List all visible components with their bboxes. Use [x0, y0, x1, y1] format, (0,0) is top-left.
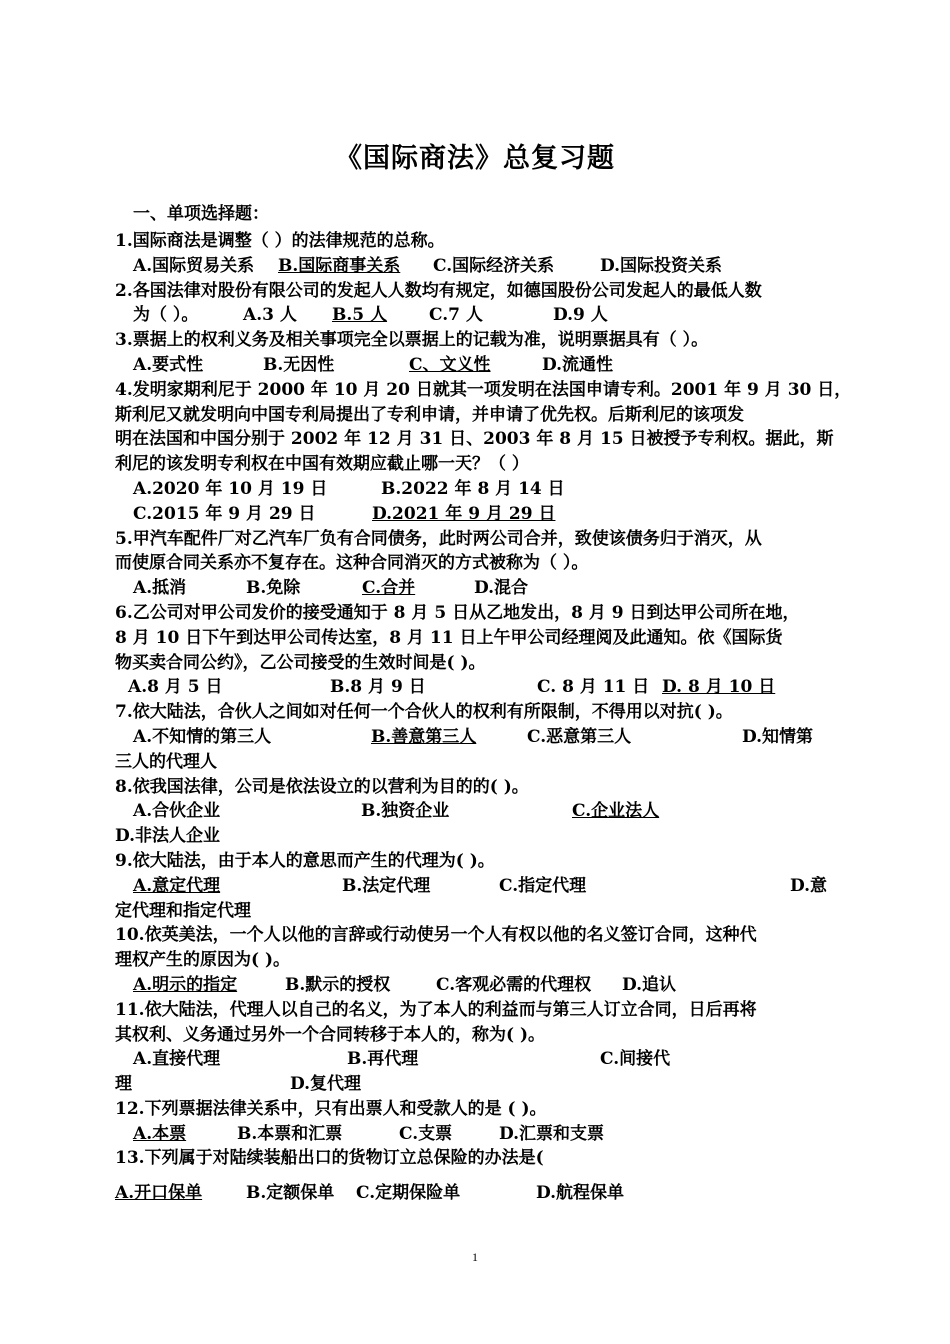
page-title: 《国际商法》总复习题 — [335, 143, 615, 174]
answer-option: A.国际贸易关系 — [133, 255, 255, 276]
question-text-line: 三人的代理人 — [115, 751, 217, 772]
options-line — [115, 1072, 845, 1097]
answer-option-underlined: A.意定代理 — [133, 875, 221, 896]
answer-option: C. 8 月 11 日 — [537, 677, 650, 698]
answer-option: C.支票 — [399, 1123, 453, 1144]
answer-option: D.流通性 — [542, 354, 614, 375]
answer-option: C.客观必需的代理权 — [436, 974, 592, 995]
answer-option: D.汇票和支票 — [499, 1123, 605, 1144]
answer-option: 理 — [115, 1074, 132, 1095]
question-text-line: 斯利尼又就发明向中国专利局提出了专利申请，并申请了优先权。后斯利尼的该项发 — [115, 404, 744, 425]
question-text-line: 其权利、义务通过另外一个合同转移于本人的，称为( )。 — [115, 1024, 546, 1045]
answer-option: B.默示的授权 — [285, 974, 391, 995]
options-line — [115, 1181, 845, 1206]
question-text-line: 1.国际商法是调整（ ）的法律规范的总称。 — [115, 231, 445, 251]
answer-option: A.抵消 — [133, 578, 187, 599]
options-line — [115, 973, 845, 998]
page-number: 1 — [472, 1250, 478, 1264]
question-text-line: 5.甲汽车配件厂对乙汽车厂负有合同债务，此时两公司合并，致使该债务归于消灭，从 — [115, 528, 762, 549]
answer-option: A.要式性 — [133, 354, 204, 375]
answer-option: A.2020 年 10 月 19 日 — [133, 478, 328, 499]
answer-option: D.知情第 — [742, 726, 814, 747]
question-text-line: 3.票据上的权利义务及相关事项完全以票据上的记载为准，说明票据具有（ ）。 — [115, 330, 709, 351]
answer-option-underlined: A.开口保单 — [115, 1183, 203, 1204]
answer-option: C.恶意第三人 — [527, 726, 632, 747]
answer-option: C.指定代理 — [499, 875, 587, 896]
question-text-line: 8 月 10 日下午到达甲公司传达室，8 月 11 日上午甲公司经理阅及此通知。依《国际货 — [115, 627, 783, 648]
options-line — [115, 1047, 845, 1072]
answer-option-underlined: C、文义性 — [409, 354, 491, 375]
answer-option: B.定额保单 — [246, 1183, 335, 1204]
question-text-line: 7.依大陆法，合伙人之间如对任何一个合伙人的权利有所限制，不得用以对抗( )。 — [115, 702, 733, 723]
question-text-line: 定代理和指定代理 — [115, 900, 251, 921]
question-text-line: 11.依大陆法，代理人以自己的名义，为了本人的利益而与第三人订立合同，日后再将 — [115, 999, 757, 1020]
options-line — [115, 1122, 845, 1147]
answer-option: C.定期保险单 — [356, 1183, 461, 1204]
answer-option: B.8 月 9 日 — [330, 677, 426, 698]
answer-option: A.合伙企业 — [133, 801, 221, 822]
question-text-line: 13.下列属于对陆续装船出口的货物订立总保险的办法是( — [115, 1148, 544, 1169]
question-text-line: 4.发明家期利尼于 2000 年 10 月 20 日就其一项发明在法国申请专利。2001 年 9 月 30 日， — [115, 379, 852, 400]
answer-option: B.2022 年 8 月 14 日 — [381, 478, 565, 499]
answer-option: B.免除 — [246, 578, 301, 599]
question-text-line: 10.依英美法，一个人以他的言辞或行动使另一个人有权以他的名义签订合同，这种代 — [115, 925, 757, 946]
question-text-line: 而使原合同关系亦不复存在。这种合同消灭的方式被称为（ ）。 — [115, 553, 589, 574]
answer-option: B.独资企业 — [361, 801, 450, 822]
answer-option: A.8 月 5 日 — [128, 677, 223, 698]
answer-option: B.本票和汇票 — [237, 1123, 343, 1144]
question-text-line: 利尼的该发明专利权在中国有效期应截止哪一天？（ ） — [115, 454, 529, 475]
section-heading: 一、单项选择题： — [133, 204, 269, 224]
answer-option: B.法定代理 — [342, 875, 431, 896]
answer-option-underlined: A.本票 — [133, 1123, 187, 1144]
options-line — [115, 477, 845, 502]
answer-option: D.航程保单 — [536, 1183, 625, 1204]
question-text-line: 物买卖合同公约》，乙公司接受的生效时间是( )。 — [115, 652, 486, 673]
options-line — [115, 874, 845, 899]
question-text-line: 12.下列票据法律关系中，只有出票人和受款人的是 ( )。 — [115, 1098, 547, 1119]
answer-option: C.间接代 — [600, 1049, 671, 1070]
answer-option: D.国际投资关系 — [600, 255, 723, 276]
answer-option: A.3 人 — [243, 305, 297, 326]
question-text-line: 明在法国和中国分别于 2002 年 12 月 31 日、2003 年 8 月 15 日被授予专利权。据此，斯 — [115, 429, 834, 450]
options-line — [115, 799, 845, 824]
answer-option-underlined: D.2021 年 9 月 29 日 — [372, 503, 556, 524]
answer-option-underlined: D. 8 月 10 日 — [662, 677, 776, 698]
question-text-line: 理权产生的原因为( )。 — [115, 950, 291, 971]
options-line — [115, 576, 845, 601]
answer-option-underlined: B.5 人 — [332, 305, 388, 326]
answer-option: A.不知情的第三人 — [133, 726, 272, 747]
answer-option: D.复代理 — [290, 1074, 362, 1095]
options-line — [115, 353, 845, 378]
answer-option: C.7 人 — [429, 305, 483, 326]
options-line — [115, 725, 845, 750]
options-line — [115, 675, 845, 700]
answer-option-underlined: B.国际商事关系 — [278, 255, 401, 276]
answer-option: D.追认 — [622, 974, 677, 995]
answer-option: B.再代理 — [347, 1049, 419, 1070]
question-text-line: 8.依我国法律，公司是依法设立的以营利为目的的( )。 — [115, 776, 529, 797]
question-text-line: 9.依大陆法，由于本人的意思而产生的代理为( )。 — [115, 850, 495, 871]
question-text-line: D.非法人企业 — [115, 826, 221, 847]
question-text-line: 6.乙公司对甲公司发价的接受通知于 8 月 5 日从乙地发出，8 月 9 日到达甲公司所在地， — [115, 602, 800, 623]
options-line — [115, 502, 845, 527]
answer-option: C.国际经济关系 — [433, 255, 555, 276]
answer-option: 为（ ）。 — [133, 305, 199, 326]
question-list — [115, 229, 852, 1206]
options-line — [115, 303, 845, 328]
options-line — [115, 254, 845, 279]
answer-option-underlined: C.企业法人 — [572, 801, 660, 822]
answer-option: B.无因性 — [263, 354, 335, 375]
answer-option-underlined: A.明示的指定 — [133, 974, 238, 995]
answer-option: C.2015 年 9 月 29 日 — [133, 503, 316, 524]
answer-option: D.混合 — [474, 578, 529, 599]
question-text-line: 2.各国法律对股份有限公司的发起人人数均有规定，如德国股份公司发起人的最低人数 — [115, 280, 762, 301]
answer-option: D.意 — [790, 875, 828, 896]
answer-option: A.直接代理 — [133, 1049, 221, 1070]
answer-option: D.9 人 — [553, 305, 608, 326]
answer-option-underlined: C.合并 — [362, 578, 416, 599]
answer-option-underlined: B.善意第三人 — [371, 726, 477, 747]
